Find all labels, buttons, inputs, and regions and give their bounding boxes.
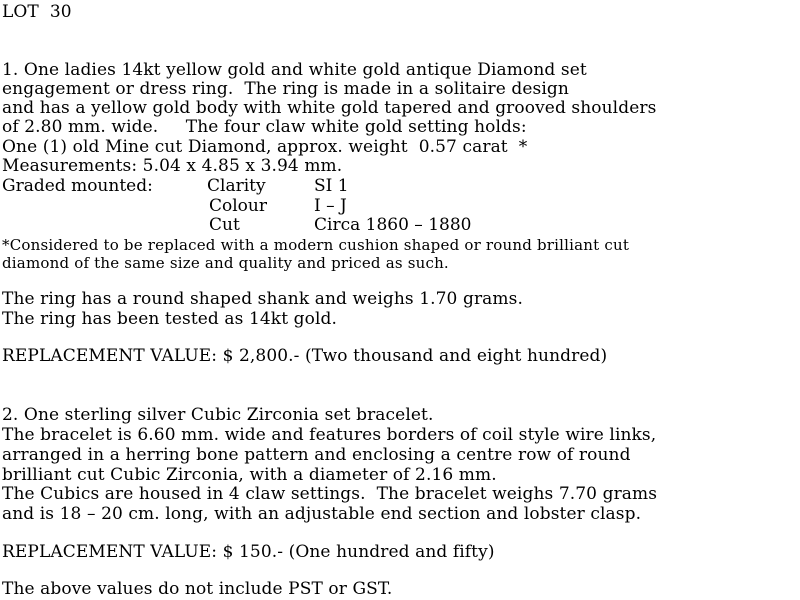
item1-line: One (1) old Mine cut Diamond, approx. weight 0.57 carat * — [2, 137, 528, 157]
item2-line: The Cubics are housed in 4 claw settings. The bracelet weighs 7.70 grams — [2, 484, 658, 504]
grading-label-clarity: Clarity — [207, 176, 266, 196]
item1-line: 1. One ladies 14kt yellow gold and white gold antique Diamond set — [2, 60, 587, 80]
note-line: *Considered to be replaced with a modern cushion shaped or round brilliant cut — [2, 236, 630, 254]
grading-value-clarity: SI 1 — [314, 176, 349, 196]
note-line: diamond of the same size and quality and priced as such. — [2, 254, 449, 272]
item1-line: and has a yellow gold body with white gold tapered and grooved shoulders — [2, 98, 657, 118]
item1-line: Measurements: 5.04 x 4.85 x 3.94 mm. — [2, 156, 343, 176]
lot-title: LOT 30 — [2, 2, 72, 22]
grading-value-cut: Circa 1860 – 1880 — [314, 215, 472, 235]
item2-replacement-value: REPLACEMENT VALUE: $ 150.- (One hundred and fifty) — [2, 542, 495, 562]
item2-line: brilliant cut Cubic Zirconia, with a diameter of 2.16 mm. — [2, 465, 497, 485]
grading-label-colour: Colour — [209, 196, 267, 216]
grading-value-colour: I – J — [314, 196, 347, 216]
item2-line: 2. One sterling silver Cubic Zirconia set bracelet. — [2, 405, 434, 425]
item1-line: engagement or dress ring. The ring is made in a solitaire design — [2, 79, 569, 99]
details-line: The ring has been tested as 14kt gold. — [2, 309, 337, 329]
item1-replacement-value: REPLACEMENT VALUE: $ 2,800.- (Two thousand and eight hundred) — [2, 346, 608, 366]
grading-label-cut: Cut — [209, 215, 240, 235]
details-line: The ring has a round shaped shank and weighs 1.70 grams. — [2, 289, 523, 309]
item2-line: The bracelet is 6.60 mm. wide and features borders of coil style wire links, — [2, 425, 657, 445]
item2-line: arranged in a herring bone pattern and enclosing a centre row of round — [2, 445, 631, 465]
item2-line: and is 18 – 20 cm. long, with an adjustable end section and lobster clasp. — [2, 504, 642, 524]
item1-line: of 2.80 mm. wide. The four claw white gold setting holds: — [2, 117, 527, 137]
footer-note: The above values do not include PST or GST. — [2, 579, 393, 599]
graded-mounted-label: Graded mounted: — [2, 176, 153, 196]
